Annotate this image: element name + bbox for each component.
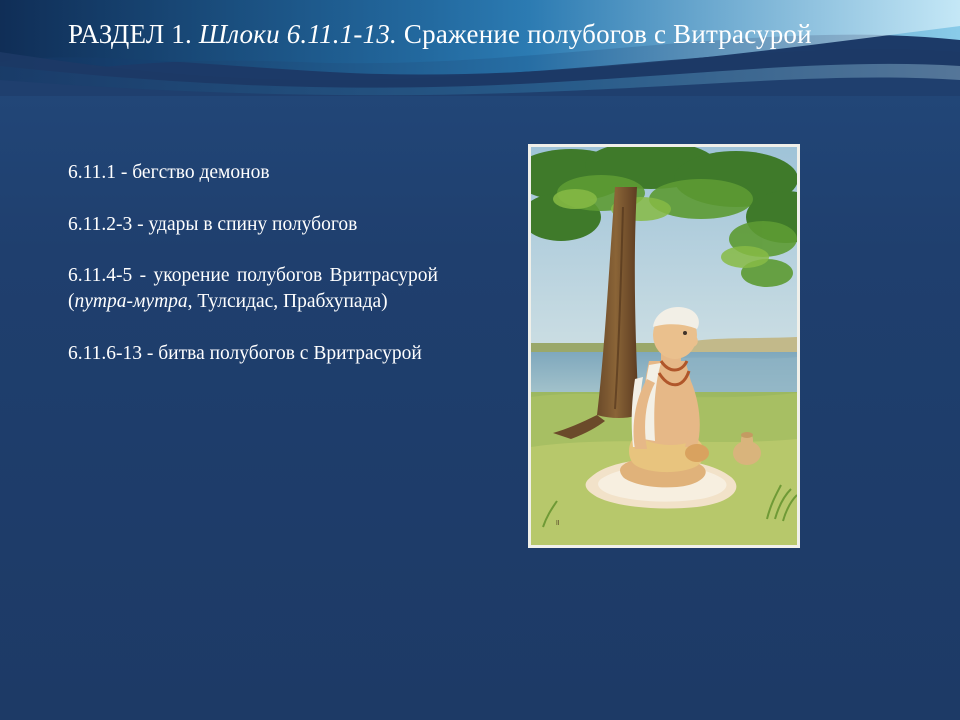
bullet-paragraph-1: 6.11.1 - бегство демонов: [68, 162, 270, 183]
bullet-paragraph-3: [68, 263, 438, 314]
slide-title: [68, 18, 928, 50]
slide-title-emphasis: Шлоки 6.11.1-13.: [198, 19, 397, 49]
body-text-block: [68, 160, 438, 367]
bullet-paragraph-4: 6.11.6-13 - битва полубогов с Вритрасурой: [68, 342, 422, 364]
slide-image: [528, 144, 800, 548]
illustration-sadhu-meditating-under-tree: [531, 147, 797, 545]
bullet-paragraph-3-part1: 6.11.4-5 - укорение полубогов Вритрасурой (: [68, 265, 438, 313]
bullet-paragraph-2: 6.11.2-3 - удары в спину полубогов: [68, 213, 358, 235]
slide-title-prefix: РАЗДЕЛ 1.: [68, 19, 199, 49]
slide-title-suffix: Сражение полубогов с Витрасурой: [396, 19, 812, 49]
bullet-paragraph-3-emphasis: путра-мутра: [74, 291, 188, 313]
artist-signature: ॥: [555, 518, 560, 527]
footer-strip: [0, 712, 960, 720]
bullet-paragraph-3-part2: , Тулсидас, Прабхупада): [187, 291, 388, 313]
